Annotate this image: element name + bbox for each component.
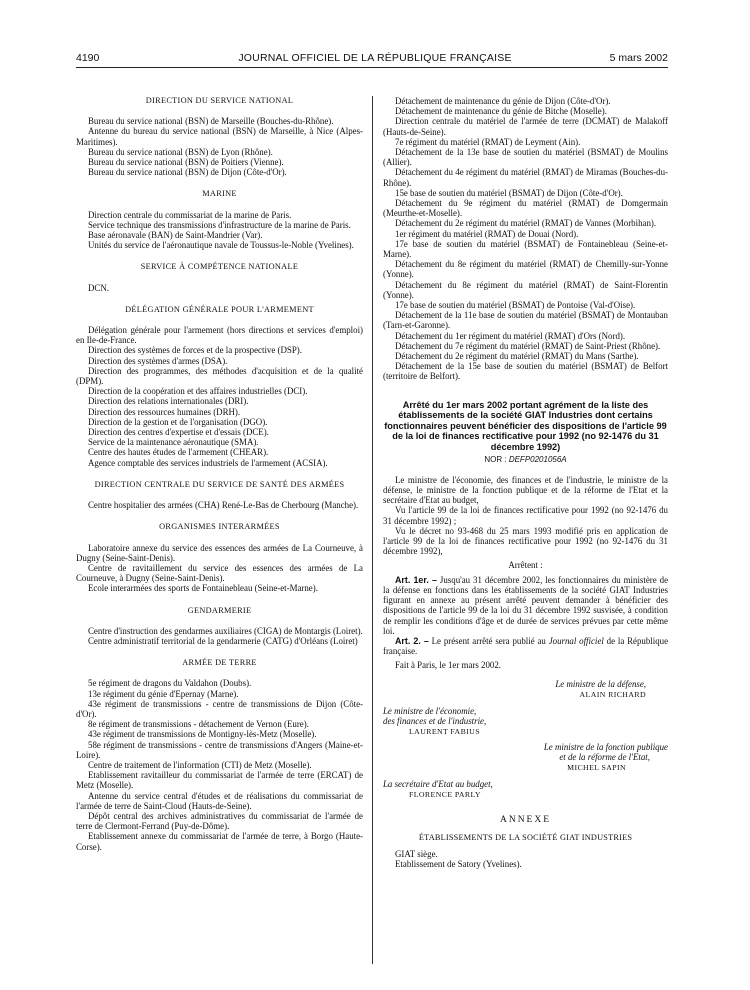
list-item: Agence comptable des services industriels de l'armement (ACSIA). [88, 457, 328, 468]
right-column [383, 96, 668, 869]
list-item: Détachement de la 15e base de soutien du matériel (BSMAT) de Belfort (territoire de Belfort). [383, 361, 668, 382]
list-item: Direction des programmes, des méthodes d'acquisition et de la qualité (DPM). [76, 365, 363, 387]
section-list [76, 626, 363, 646]
section-list [76, 500, 363, 510]
list-item: 7e régiment du matériel (RMAT) de Leyment (Ain). [395, 136, 581, 147]
section-list [76, 678, 363, 851]
list-item: Bureau du service national (BSN) de Poitiers (Vienne). [88, 157, 284, 168]
list-item: Détachement du 7e régiment du matériel (RMAT) de Saint-Priest (Rhône). [395, 340, 661, 351]
article-2 [383, 636, 668, 656]
list-item: Direction des systèmes de forces et de la prospective (DSP). [88, 345, 302, 356]
list-item: Vu le décret no 93-468 du 25 mars 1993 modifié pris en application de l'article 99 de la loi de finances rectificative pour 1992 (no 92-1476 du 31 décembre 1992), [383, 525, 668, 557]
list-item: Etablissement de Satory (Yvelines). [395, 859, 522, 870]
annexe-list [383, 849, 668, 869]
nor-code: DEFP0201056A [508, 454, 567, 464]
list-item: Direction centrale du matériel de l'armée de terre (DCMAT) de Malakoff (Hauts-de-Seine). [383, 116, 668, 137]
list-item: Antenne du bureau du service national (BSN) de Marseille, à Nice (Alpes-Maritimes). [76, 126, 363, 147]
sig-budget-title: La secrétaire d'Etat au budget, [383, 779, 493, 790]
sig-fp-title-1: Le ministre de la fonction publique [543, 741, 668, 752]
header-rule [76, 67, 668, 68]
section-heading: GENDARMERIE [187, 605, 252, 615]
list-item: Direction centrale du commissariat de la marine de Paris. [88, 209, 292, 220]
sig-eco-title-2: des finances et de l'industrie, [383, 716, 487, 727]
list-item: Bureau du service national (BSN) de Lyon (Rhône). [88, 146, 273, 157]
section-heading: SERVICE À COMPÉTENCE NATIONALE [140, 262, 299, 272]
list-item: Dépôt central des archives administratives du commissariat de l'armée de terre de Clermont-Ferrand (Puy-de-Dôme). [76, 810, 363, 832]
sig-defense-name: ALAIN RICHARD [579, 689, 646, 699]
list-item: 43e régiment de transmissions - centre de transmissions de Dijon (Côte-d'Or). [76, 698, 363, 719]
section-list [76, 283, 363, 293]
list-item: Détachement du 4e régiment du matériel (RMAT) de Miramas (Bouches-du-Rhône). [383, 167, 668, 188]
continued-list [383, 96, 668, 382]
list-item: Laboratoire annexe du service des essences des armées de La Courneuve, à Dugny (Seine-Saint-Denis). [76, 542, 363, 563]
sig-eco [383, 726, 668, 737]
list-item: Antenne du service central d'études et de réalisations du commissariat de l'armée de terre de Saint-Cloud (Hauts-de-Seine). [76, 790, 363, 811]
list-item: 1er régiment du matériel (RMAT) de Douai (Nord). [395, 228, 579, 239]
list-item: 5e régiment de dragons du Valdahon (Doubs). [88, 678, 252, 689]
list-item: 13e régiment du génie d'Epernay (Marne). [88, 688, 239, 699]
arrete-title: Arrêté du 1er mars 2002 portant agrément de la liste des établissements de la société GIAT Industries dont certains fonctionnaires peuvent bénéficier des dispositions de l'article 99 de la loi de finances rectificative pour 1992 (no 92-1476 du 31 décembre 1992) [384, 399, 667, 453]
list-item: 58e régiment de transmissions - centre de transmissions d'Angers (Maine-et-Loire). [76, 739, 363, 760]
nor-reference [383, 455, 668, 465]
sig-budget [383, 789, 668, 800]
list-item: Etablissement ravitailleur du commissariat de l'armée de terre (ERCAT) de Metz (Moselle). [76, 770, 363, 791]
list-item: Détachement du 2e régiment du matériel (RMAT) du Mans (Sarthe). [395, 351, 639, 362]
list-item: Vu l'article 99 de la loi de finances rectificative pour 1992 (no 92-1476 du 31 décembre 1992) ; [383, 505, 668, 526]
article-2-text-a: Le présent arrêté sera publié au [431, 635, 546, 646]
journal-title: JOURNAL OFFICIEL DE LA RÉPUBLIQUE FRANÇAISE [238, 52, 512, 64]
list-item: Centre d'instruction des gendarmes auxiliaires (CIGA) de Montargis (Loiret). [88, 625, 363, 636]
article-2-journal: Journal officiel [548, 635, 604, 646]
list-item: Détachement du 2e régiment du matériel (RMAT) de Vannes (Morbihan). [395, 218, 657, 229]
sig-fp [383, 762, 668, 773]
list-item: Etablissement annexe du commissariat de l'armée de terre, à Borgo (Haute-Corse). [76, 831, 363, 852]
list-item: Direction des ressources humaines (DRH). [88, 406, 241, 417]
article-1 [383, 575, 668, 636]
list-item: GIAT siège. [395, 848, 438, 859]
list-item: 17e base de soutien du matériel (BSMAT) de Pontoise (Val-d'Oise). [395, 300, 636, 311]
list-item: Direction de la gestion et de l'organisation (DGO). [88, 416, 268, 427]
section-heading: DIRECTION CENTRALE DU SERVICE DE SANTÉ DES ARMÉES [94, 479, 345, 489]
article-1-label: Art. 1er. – [395, 574, 437, 585]
list-item: Direction de la coopération et des affaires industrielles (DCI). [88, 386, 308, 397]
list-item: Direction des relations internationales (DRI). [88, 396, 249, 407]
list-item: Centre administratif territorial de la gendarmerie (CATG) d'Orléans (Loiret) [88, 635, 358, 646]
list-item: Service technique des transmissions d'infrastructure de la marine de Paris. [88, 219, 351, 230]
list-item: Délégation générale pour l'armement (hors directions et services d'emploi) en Ile-de-France. [76, 325, 363, 346]
list-item: Centre de traitement de l'information (CTI) de Metz (Moselle). [88, 759, 312, 770]
list-item: Direction des centres d'expertise et d'essais (DCE). [88, 427, 269, 438]
list-item: Détachement du 1er régiment du matériel (RMAT) d'Ors (Nord). [395, 330, 626, 341]
section-heading: MARINE [202, 189, 237, 199]
list-item: Centre hospitalier des armées (CHA) René-Le-Bas de Cherbourg (Manche). [88, 500, 359, 511]
sig-fp-title-2: et de la réforme de l'Etat, [559, 751, 650, 762]
annexe-subtitle: ÉTABLISSEMENTS DE LA SOCIÉTÉ GIAT INDUSTRIES [418, 832, 633, 842]
list-item: 43e régiment de transmissions de Montigny-lès-Metz (Moselle). [88, 729, 317, 740]
sig-defense [383, 689, 668, 700]
left-column [76, 96, 363, 852]
arretent-label: Arrêtent : [508, 560, 543, 571]
article-2-text-b: de la République française. [383, 635, 669, 657]
column-divider [372, 96, 373, 964]
article-1-text: Jusqu'au 31 décembre 2002, les fonctionnaires du ministère de la défense en fonctions dans les établissements de la société GIAT Industries figurant en annexe au présent arrêté peuvent demander à bénéficier des dispositions de l'article 99 de la loi du 31 décembre 1992 susvisée, à condition de remplir les conditions d'âge et de durée de services prévues par cette même loi. [383, 574, 669, 636]
section-heading: ARMÉE DE TERRE [182, 658, 257, 668]
list-item: Ecole interarmées des sports de Fontainebleau (Seine-et-Marne). [88, 583, 318, 594]
section-list [76, 543, 363, 594]
list-item: 8e régiment de transmissions - détachement de Vernon (Eure). [88, 719, 309, 730]
page-number: 4190 [76, 52, 100, 64]
list-item: 17e base de soutien du matériel (BSMAT) de Fontainebleau (Seine-et-Marne). [383, 238, 668, 260]
list-item: Détachement de maintenance du génie de Dijon (Côte-d'Or). [395, 96, 611, 106]
list-item: Bureau du service national (BSN) de Dijon (Côte-d'Or). [88, 167, 287, 178]
page-header [0, 52, 750, 66]
section-list [76, 210, 363, 251]
list-item: Unités du service de l'aéronautique navale de Toussus-le-Noble (Yvelines). [88, 240, 354, 251]
list-item: Détachement du 9e régiment du matériel (RMAT) de Domgermain (Meurthe-et-Moselle). [383, 198, 668, 219]
sig-eco-title-1: Le ministre de l'économie, [383, 705, 477, 716]
sig-eco-name: LAURENT FABIUS [409, 727, 480, 737]
article-2-label: Art. 2. – [395, 635, 429, 646]
fait-a-paris: Fait à Paris, le 1er mars 2002. [395, 660, 501, 671]
list-item: Bureau du service national (BSN) de Marseille (Bouches-du-Rhône). [88, 116, 334, 127]
list-item: Détachement de la 13e base de soutien du matériel (BSMAT) de Moulins (Allier). [383, 147, 668, 168]
list-item: Le ministre de l'économie, des finances et de l'industrie, le ministre de la défense, le ministre de la fonction publique et de la réforme de l'Etat et la secrétaire d'Etat au budget, [383, 474, 668, 506]
list-item: Centre des hautes études de l'armement (CHEAR). [88, 447, 269, 458]
list-item: Détachement du 8e régiment du matériel (RMAT) de Chemilly-sur-Yonne (Yonne). [383, 259, 668, 280]
annexe-title: ANNEXE [499, 814, 552, 825]
section-list [76, 116, 363, 177]
section-heading: ORGANISMES INTERARMÉES [159, 522, 280, 532]
list-item: Détachement du 8e régiment du matériel (RMAT) de Saint-Florentin (Yonne). [383, 279, 668, 300]
list-item: 15e base de soutien du matériel (BSMAT) de Dijon (Côte-d'Or). [395, 187, 623, 198]
list-item: Service de la maintenance aéronautique (SMA). [88, 437, 259, 448]
list-item: DCN. [88, 282, 109, 293]
arrete-intro [383, 475, 668, 557]
issue-date: 5 mars 2002 [609, 52, 668, 64]
list-item: Détachement de maintenance du génie de Bitche (Moselle). [395, 106, 607, 117]
section-heading: DIRECTION DU SERVICE NATIONAL [145, 96, 294, 105]
list-item: Base aéronavale (BAN) de Saint-Mandrier (Var). [88, 230, 263, 241]
sig-budget-name: FLORENCE PARLY [409, 790, 481, 800]
list-item: Détachement de la 11e base de soutien du matériel (BSMAT) de Montauban (Tarn-et-Garonne). [383, 310, 668, 331]
sig-fp-name: MICHEL SAPIN [567, 762, 626, 772]
sig-defense-title: Le ministre de la défense, [555, 678, 646, 689]
section-heading: DÉLÉGATION GÉNÉRALE POUR L'ARMEMENT [125, 304, 314, 314]
list-item: Direction des systèmes d'armes (DSA). [88, 355, 228, 366]
section-list [76, 325, 363, 468]
list-item: Centre de ravitaillement du service des essences des armées de La Courneuve, à Dugny (Seine-Saint-Denis). [76, 562, 363, 584]
nor-label: NOR : [484, 454, 507, 464]
